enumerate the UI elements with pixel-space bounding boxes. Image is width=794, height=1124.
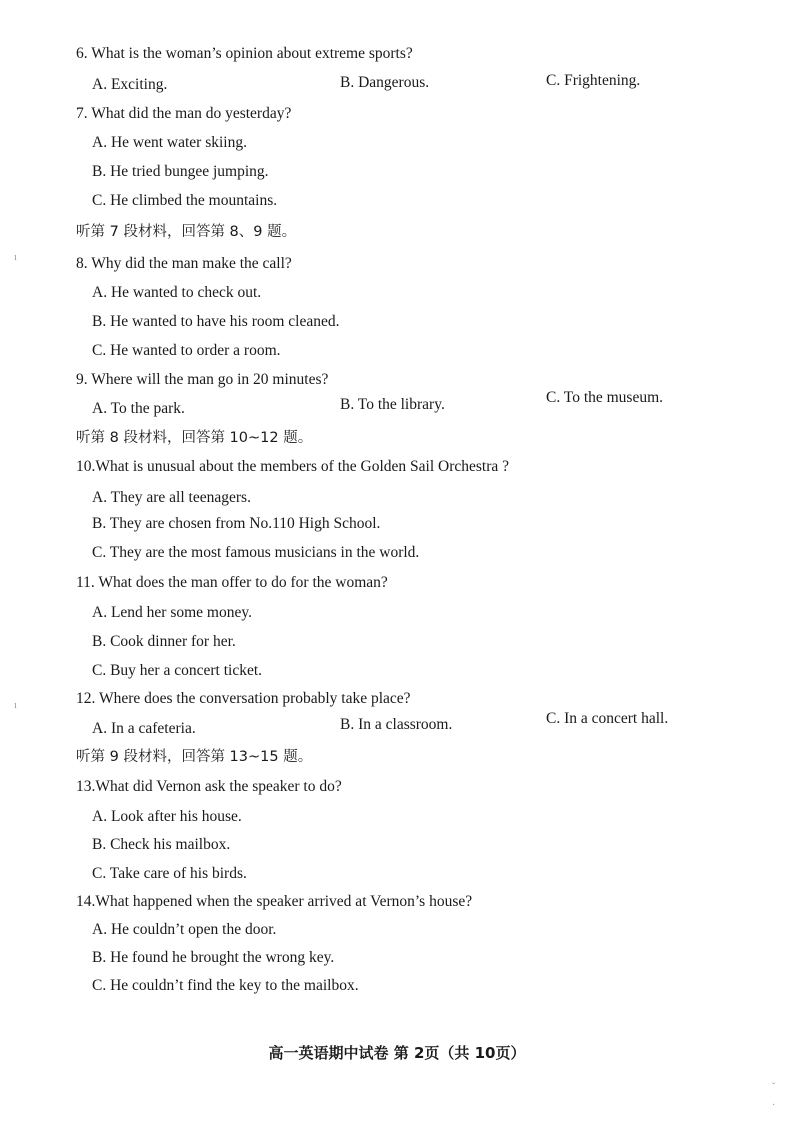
question-13-option-a: A. Look after his house.: [92, 808, 242, 825]
scan-mark: ı: [14, 252, 17, 263]
question-9-option-a: A. To the park.: [92, 400, 185, 417]
question-12-option-c: C. In a concert hall.: [546, 710, 669, 727]
question-8-option-b: B. He wanted to have his room cleaned.: [92, 313, 340, 330]
question-6-stem: 6. What is the woman’s opinion about extreme sports?: [76, 45, 413, 62]
question-11-option-b: B. Cook dinner for her.: [92, 633, 236, 650]
question-10-option-b: B. They are chosen from No.110 High School.: [92, 515, 381, 532]
question-10-option-a: A. They are all teenagers.: [92, 489, 251, 506]
question-9-stem: 9. Where will the man go in 20 minutes?: [76, 371, 329, 388]
section-heading-9: 听第 9 段材料，回答第 13~15 题。: [76, 749, 313, 765]
question-13-stem: 13.What did Vernon ask the speaker to do?: [76, 778, 342, 795]
question-6-option-a: A. Exciting.: [92, 76, 168, 93]
question-9-option-b: B. To the library.: [340, 396, 445, 413]
scan-mark: ·: [772, 1100, 776, 1111]
question-7-option-b: B. He tried bungee jumping.: [92, 163, 269, 180]
question-11-option-a: A. Lend her some money.: [92, 604, 252, 621]
scan-mark: ı: [14, 700, 17, 711]
question-8-option-c: C. He wanted to order a room.: [92, 342, 281, 359]
question-10-option-c: C. They are the most famous musicians in the world.: [92, 544, 420, 561]
question-7-option-c: C. He climbed the mountains.: [92, 192, 278, 209]
question-7-stem: 7. What did the man do yesterday?: [76, 105, 292, 122]
question-6-option-b: B. Dangerous.: [340, 74, 430, 91]
question-14-option-b: B. He found he brought the wrong key.: [92, 949, 335, 966]
question-9-option-c: C. To the museum.: [546, 389, 664, 406]
question-14-stem: 14.What happened when the speaker arrived at Vernon’s house?: [76, 893, 473, 910]
question-14-option-a: A. He couldn’t open the door.: [92, 921, 277, 938]
question-7-option-a: A. He went water skiing.: [92, 134, 247, 151]
section-heading-8: 听第 8 段材料，回答第 10~12 题。: [76, 430, 313, 446]
question-12-stem: 12. Where does the conversation probably take place?: [76, 690, 411, 707]
question-11-option-c: C. Buy her a concert ticket.: [92, 662, 263, 679]
question-10-stem: 10.What is unusual about the members of the Golden Sail Orchestra ?: [76, 458, 510, 475]
scan-mark: ˇ: [772, 1082, 776, 1093]
question-8-option-a: A. He wanted to check out.: [92, 284, 262, 301]
section-heading-7: 听第 7 段材料，回答第 8、9 题。: [76, 224, 297, 240]
question-12-option-a: A. In a cafeteria.: [92, 720, 196, 737]
question-6-option-c: C. Frightening.: [546, 72, 641, 89]
question-14-option-c: C. He couldn’t find the key to the mailbox.: [92, 977, 359, 994]
question-11-stem: 11. What does the man offer to do for the woman?: [76, 574, 388, 591]
question-13-option-b: B. Check his mailbox.: [92, 836, 231, 853]
question-12-option-b: B. In a classroom.: [340, 716, 453, 733]
page-footer: 高一英语期中试卷 第 2页（共 10页）: [268, 1044, 526, 1062]
question-13-option-c: C. Take care of his birds.: [92, 865, 247, 882]
question-8-stem: 8. Why did the man make the call?: [76, 255, 292, 272]
